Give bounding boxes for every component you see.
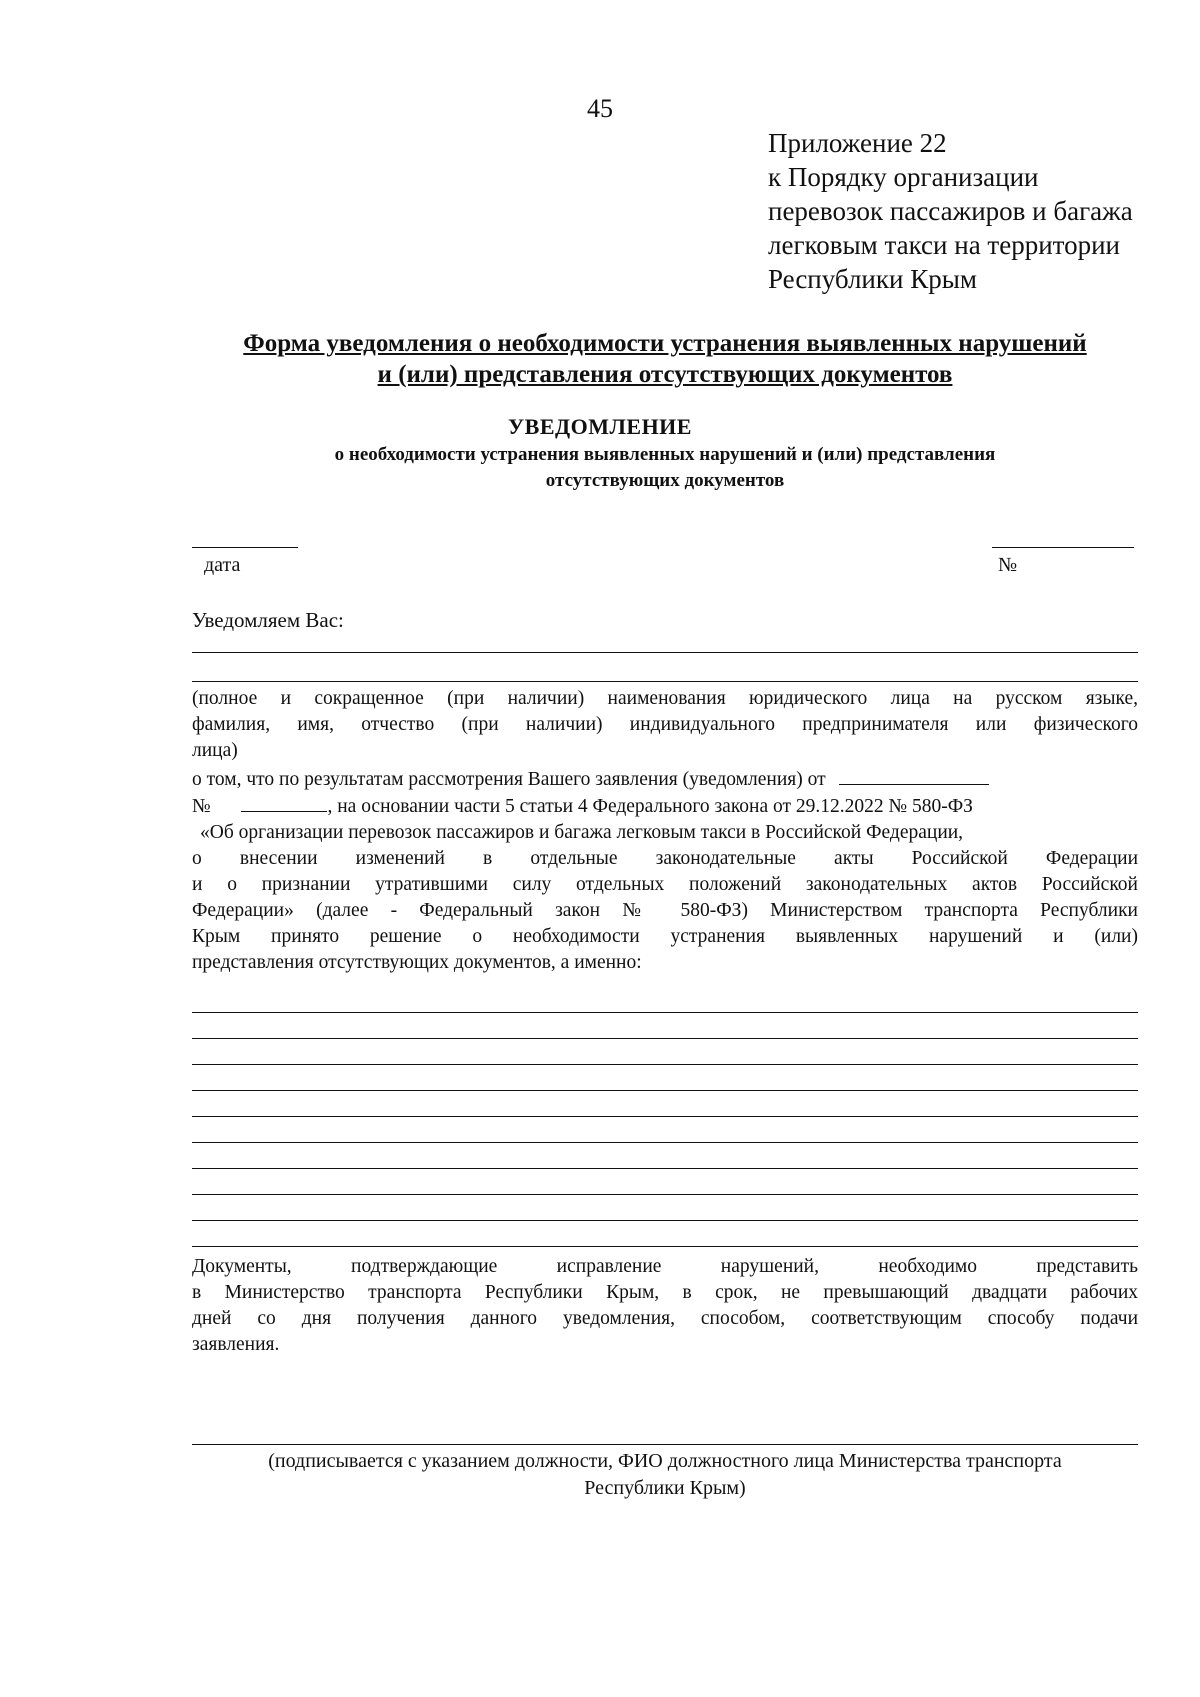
form-title-line: и (или) представления отсутствующих документов [377, 361, 953, 388]
decision-paragraph [192, 766, 1138, 976]
notice-subtitle [190, 442, 1140, 494]
decision-text: «Об организации перевозок пассажиров и багажа легковым такси в Российской Федерации, [200, 822, 964, 843]
documents-line: заявления. [192, 1334, 280, 1355]
decision-text: о внесении изменений в отдельные законодательные акты Российской Федерации [192, 848, 1138, 869]
appendix-line: Приложение 22 [768, 128, 947, 158]
decision-text: Федерации» (далее - Федеральный закон № 580-ФЗ) Министерством транспорта Республики [192, 900, 1138, 921]
decision-line-2 [192, 793, 1138, 820]
date-label: дата [204, 554, 241, 576]
notice-heading: УВЕДОМЛЕНИЕ [508, 414, 692, 439]
applicant-field-line[interactable] [192, 652, 1138, 653]
applicant-note [192, 686, 1138, 764]
decision-text: Крым принято решение о необходимости устранения выявленных нарушений и (или) [192, 926, 1138, 947]
decision-text: о том, что по результатам рассмотрения Вашего заявления (уведомления) от [192, 769, 826, 790]
applicant-note-line: (полное и сокращенное (при наличии) наименования юридического лица на русском языке, [192, 688, 1138, 709]
signature-note [192, 1448, 1138, 1502]
applicant-note-line: лица) [192, 740, 238, 761]
appendix-line: перевозок пассажиров и багажа [768, 196, 1133, 226]
decision-line-1 [192, 766, 1138, 793]
violations-field-line[interactable] [192, 1038, 1138, 1039]
number-sign: № [192, 796, 211, 817]
violations-field-line[interactable] [192, 1220, 1138, 1221]
applicant-field-line[interactable] [192, 681, 1138, 682]
notice-subtitle-line: отсутствующих документов [545, 470, 785, 491]
appendix-line: легковым такси на территории [768, 230, 1121, 260]
documents-line: в Министерство транспорта Республики Крым, в срок, не превышающий двадцати рабочих [192, 1282, 1138, 1303]
decision-text: представления отсутствующих документов, а именно: [192, 952, 642, 973]
violations-field-line[interactable] [192, 1012, 1138, 1013]
documents-paragraph [192, 1254, 1138, 1358]
application-date-blank[interactable] [839, 766, 989, 785]
signature-field-line[interactable] [192, 1444, 1138, 1445]
date-field-line[interactable] [192, 547, 298, 548]
violations-field-line[interactable] [192, 1168, 1138, 1169]
documents-line: Документы, подтверждающие исправление нарушений, необходимо представить [192, 1256, 1138, 1277]
number-field-line[interactable] [992, 547, 1134, 548]
appendix-block [768, 126, 1133, 296]
decision-text: и о признании утратившими силу отдельных положений законодательных актов Российской [192, 874, 1138, 895]
violations-field-line[interactable] [192, 1246, 1138, 1247]
page-number: 45 [587, 94, 613, 123]
violations-field-line[interactable] [192, 1116, 1138, 1117]
documents-line: дней со дня получения данного уведомления, способом, соответствующим способу подачи [192, 1308, 1138, 1329]
notify-label: Уведомляем Вас: [192, 608, 344, 632]
application-number-blank[interactable] [241, 793, 327, 812]
appendix-line: Республики Крым [768, 264, 977, 294]
decision-text: , на основании части 5 статьи 4 Федерального закона от 29.12.2022 № 580-ФЗ [327, 796, 973, 817]
signature-note-line: (подписывается с указанием должности, ФИО должностного лица Министерства транспорта [268, 1450, 1062, 1472]
signature-note-line: Республики Крым) [584, 1477, 746, 1499]
number-label: № [998, 554, 1018, 576]
applicant-note-line: фамилия, имя, отчество (при наличии) индивидуального предпринимателя или физического [192, 714, 1138, 735]
violations-field-line[interactable] [192, 1090, 1138, 1091]
form-title-line: Форма уведомления о необходимости устранения выявленных нарушений [243, 330, 1087, 357]
notice-subtitle-line: о необходимости устранения выявленных нарушений и (или) представления [334, 444, 996, 465]
violations-field-line[interactable] [192, 1142, 1138, 1143]
violations-field-line[interactable] [192, 1194, 1138, 1195]
appendix-line: к Порядку организации [768, 162, 1039, 192]
violations-field-line[interactable] [192, 1064, 1138, 1065]
form-title [190, 328, 1140, 390]
